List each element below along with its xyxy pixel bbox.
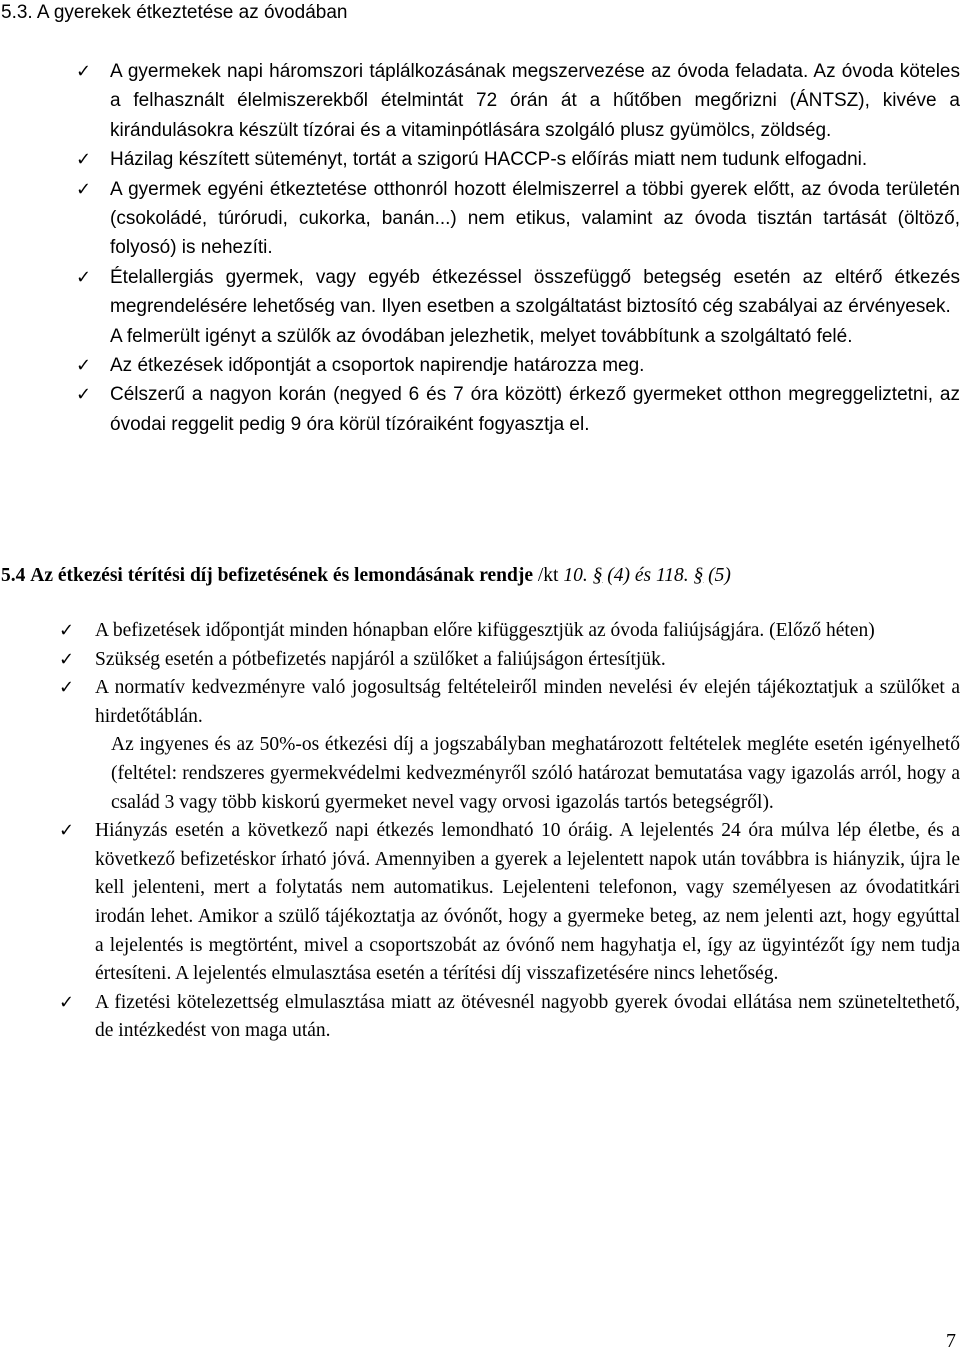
list-item (76, 145, 960, 174)
list-item (76, 57, 960, 145)
section-heading-5-4 (1, 563, 731, 589)
list-item (59, 617, 960, 646)
list-item-text: A normatív kedvezményre való jogosultság feltételeiről minden nevelési év elején tájékoztatjuk a szülőket a hirdetőtáblán. (95, 677, 960, 727)
list-item (59, 646, 960, 675)
checkmark-icon: ✓ (76, 178, 92, 200)
fee-rules-list (59, 617, 960, 1046)
list-item-text: Szükség esetén a pótbefizetés napjáról a szülőket a faliújságon értesítjük. (95, 648, 666, 670)
heading-number: 5.4 (1, 565, 26, 586)
list-item-text: Hiányzás esetén a következő napi étkezés lemondható 10 óráig. A lejelentés 24 óra múlva lép életbe, és a következő befizetéskor írható jóvá. Amennyiben a gyerek a lejelentett napok után továbbra is hiányzik, újra le kell jelenteni, mert a folytatás nem automatikus. Lejelenteni telefonon, vagy személyesen az óvodatitkári irodán lehet. Amikor a szülő tájékoztatja az óvónőt, hogy a gyermeke beteg, az nem jelenti azt, hogy egyúttal a lejelentés is megtörtént, mivel a csoportszobát az óvónő nem hagyhatja el, így az ügyintézőt így nem tudja értesíteni. A lejelentés elmulasztása esetén a térítési díj visszafizetésére nincs lehetőség. (95, 820, 960, 985)
list-item-text: Házilag készített süteményt, tortát a szigorú HACCP-s előírás miatt nem tudunk elfogadni. (110, 149, 868, 171)
checkmark-icon: ✓ (76, 149, 92, 171)
list-item (76, 380, 960, 439)
heading-ref-b: (4) és 118. (607, 565, 689, 586)
list-item (59, 674, 960, 817)
list-item (76, 263, 960, 351)
list-item-text: A fizetési kötelezettség elmulasztása miatt az ötévesnél nagyobb gyerek óvodai ellátása nem szüneteltethető, de intézkedést von maga után. (95, 991, 960, 1042)
list-item-text: A gyermek egyéni étkeztetése otthonról hozott élelmiszerrel a többi gyerek előtt, az óvoda területén (csokoládé, túrórudi, cukorka, banán...) nem etikus, valamint az óvoda tisztán tartását (öltöző, folyosó) is nehezíti. (110, 178, 960, 259)
checkmark-icon: ✓ (59, 677, 75, 699)
list-item-text: Célszerű a nagyon korán (negyed 6 és 7 óra között) érkező gyermeket otthon megreggeliztetni, az óvodai reggelit pedig 9 óra körül tízóraiként fogyasztja el. (110, 384, 960, 435)
checkmark-icon: ✓ (76, 266, 92, 288)
checkmark-icon: ✓ (76, 384, 92, 406)
heading-title: Az étkezési térítési díj befizetésének és lemondásának rendje (30, 565, 533, 586)
heading-ref-a: 10. (563, 565, 588, 586)
list-item (59, 989, 960, 1046)
list-item (76, 175, 960, 263)
list-item-text: Az étkezések időpontját a csoportok napirendje határozza meg. (110, 355, 645, 377)
list-item (76, 351, 960, 380)
meal-rules-list (76, 57, 960, 439)
checkmark-icon: ✓ (59, 648, 75, 670)
list-item (59, 817, 960, 989)
list-item-text: A befizetések időpontját minden hónapban előre kifüggesztjük az óvoda faliújságjára. (Előző héten) (95, 620, 875, 641)
checkmark-icon: ✓ (76, 355, 92, 377)
checkmark-icon: ✓ (76, 61, 92, 82)
list-item-extra-text: Az ingyenes és az 50%-os étkezési díj a jogszabályban meghatározott feltételek megléte esetén igényelhető (feltétel: rendszeres gyermekvédelmi kedvezményről szóló határozat bemutatása vagy igazolás arról, hogy a család 3 vagy több kiskorú gyermeket nevel vagy orvosi igazolás tartós betegségről). (111, 734, 960, 813)
checkmark-icon: ✓ (59, 991, 75, 1013)
checkmark-icon: ✓ (59, 820, 75, 842)
heading-ref-prefix: /kt (537, 565, 559, 586)
section-heading-5-3: 5.3. A gyerekek étkeztetése az óvodában (1, 2, 348, 23)
list-item-text: A gyermekek napi háromszori táplálkozásának megszervezése az óvoda feladata. Az óvoda köteles a felhasznált élelmiszerekből ételmintát 72 órán át a hűtőben megőrizni (ÁNTSZ), kivéve a kirándulásokra készült tízórai és a vitaminpótlására szolgáló plusz gyümölcs, zöldség. (110, 61, 960, 141)
list-item-extra-text: A felmerült igényt a szülők az óvodában jelezhetik, melyet továbbítunk a szolgáltató felé. (110, 325, 853, 347)
heading-paragraph-sign: § (592, 565, 603, 586)
heading-ref-c: (5) (708, 565, 731, 586)
page-number: 7 (946, 1330, 956, 1352)
list-item-text: Ételallergiás gyermek, vagy egyéb étkezéssel összefüggő betegség esetén az eltérő étkezés megrendelésére lehetőség van. Ilyen esetben a szolgáltatást biztosító cég szabályai az érvényesek. (110, 266, 960, 318)
heading-paragraph-sign: § (693, 565, 704, 586)
checkmark-icon: ✓ (59, 620, 75, 641)
